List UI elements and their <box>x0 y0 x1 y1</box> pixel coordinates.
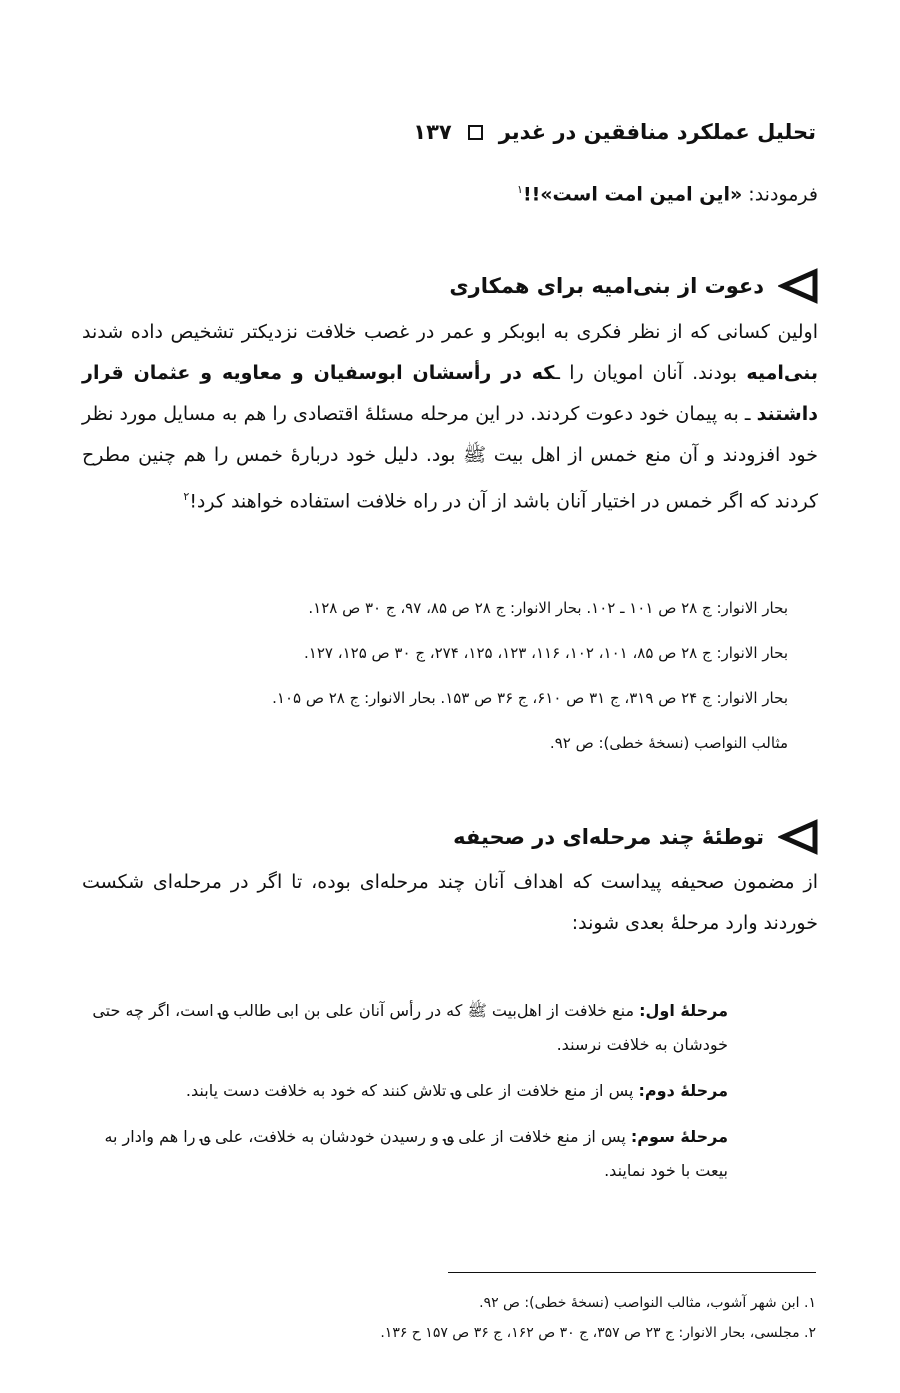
stage-label: مرحلهٔ اول: <box>639 1001 728 1020</box>
reference-line: بحار الانوار: ج ۲۸ ص ۱۰۱ ـ ۱۰۲. بحار الانوار: ج ۲۸ ص ۸۵، ۹۷، ج ۳۰ ص ۱۲۸. <box>308 599 788 617</box>
text-run: بودند. آنان امویان را ـ <box>554 362 747 384</box>
footnote-marker: ۱ <box>517 183 523 196</box>
section-heading <box>82 817 818 857</box>
running-header <box>84 112 816 152</box>
intro-line <box>82 172 818 212</box>
reference-line: بحار الانوار: ج ۲۸ ص ۸۵، ۱۰۱، ۱۰۲، ۱۱۶، ۱۲۳، ۱۲۵، ۲۷۴، ج ۳۰ ص ۱۲۵، ۱۲۷. <box>304 644 788 662</box>
stage-item <box>80 994 728 1062</box>
intro-quote: «این امین امت است»!! <box>522 183 743 206</box>
footnote-line: ۱. ابن شهر آشوب، مثالب النواصب (نسخهٔ خطی): ص ۹۲. <box>479 1295 816 1311</box>
reference-line: مثالب النواصب (نسخهٔ خطی): ص ۹۲. <box>549 734 788 752</box>
text-run: ـ به پیمان خود دعوت کردند. در این مرحله مسئلهٔ اقتصادی را هم به مسایل مورد نظر خود افزودند و آن منع خمس از اهل بیت ﷺ بود. دلیل خود دربارهٔ خمس را هم چنین مطرح کردند که اگر خمس در اختیار آنان باشد از آن در راه خلافت استفاده خواهند کرد! <box>82 403 818 513</box>
header-square-icon <box>468 125 483 140</box>
header-title: تحلیل عملکرد منافقین در غدیر <box>498 120 816 144</box>
bold-run: که در رأسشان ابوسفیان و معاویه و عثمان قرار داشتند <box>82 362 818 425</box>
section-paragraph <box>82 862 818 944</box>
stage-label: مرحلهٔ دوم: <box>638 1081 728 1100</box>
section-paragraph <box>82 312 818 522</box>
footnote-marker: ۲ <box>183 490 190 503</box>
stage-text: پس از منع خلافت از علی ؈ و رسیدن خودشان به خلافت، علی ؈ را هم وادار به بیعت با خود نمایند. <box>104 1127 728 1180</box>
stage-text: منع خلافت از اهل‌بیت ﷺ که در رأس آنان علی بن ابی طالب ؈ است، اگر چه حتی خودشان به خلافت نرسند. <box>92 1001 728 1054</box>
footnote-line: ۲. مجلسی، بحار الانوار: ج ۲۳ ص ۳۵۷، ج ۳۰ ص ۱۶۲، ج ۳۶ ص ۱۵۷ ح ۱۳۶. <box>380 1325 816 1341</box>
footnotes <box>84 1288 816 1348</box>
triangle-bullet-icon <box>778 819 818 855</box>
section-title: توطئهٔ چند مرحله‌ای در صحیفه <box>453 825 764 849</box>
stage-item <box>80 1120 728 1188</box>
triangle-bullet-icon <box>778 268 818 304</box>
stage-item <box>80 1074 728 1108</box>
bold-run: بنی‌امیه <box>746 362 818 384</box>
text-run: اولین کسانی که از نظر فکری به ابوبکر و عمر در غصب خلافت نزدیکتر تشخیص داده شدند <box>82 321 818 343</box>
stage-text: پس از منع خلافت از علی ؈ تلاش کنند که خود به خلافت دست یابند. <box>185 1081 639 1100</box>
text-run: از مضمون صحیفه پیداست که اهداف آنان چند مرحله‌ای بوده، تا اگر در مرحله‌ای شکست خوردند وارد مرحلهٔ بعدی شوند: <box>82 871 818 934</box>
stage-list <box>80 994 728 1200</box>
section-heading <box>82 266 818 306</box>
intro-lead: فرمودند: <box>742 183 818 206</box>
footnote-divider <box>448 1272 816 1273</box>
section-title: دعوت از بنی‌امیه برای همکاری <box>449 274 764 298</box>
stage-label: مرحلهٔ سوم: <box>630 1127 728 1146</box>
reference-line: بحار الانوار: ج ۲۴ ص ۳۱۹، ج ۳۱ ص ۶۱۰، ج ۳۶ ص ۱۵۳. بحار الانوار: ج ۲۸ ص ۱۰۵. <box>272 689 788 707</box>
reference-list <box>100 586 788 766</box>
page-number: ۱۳۷ <box>413 120 452 144</box>
